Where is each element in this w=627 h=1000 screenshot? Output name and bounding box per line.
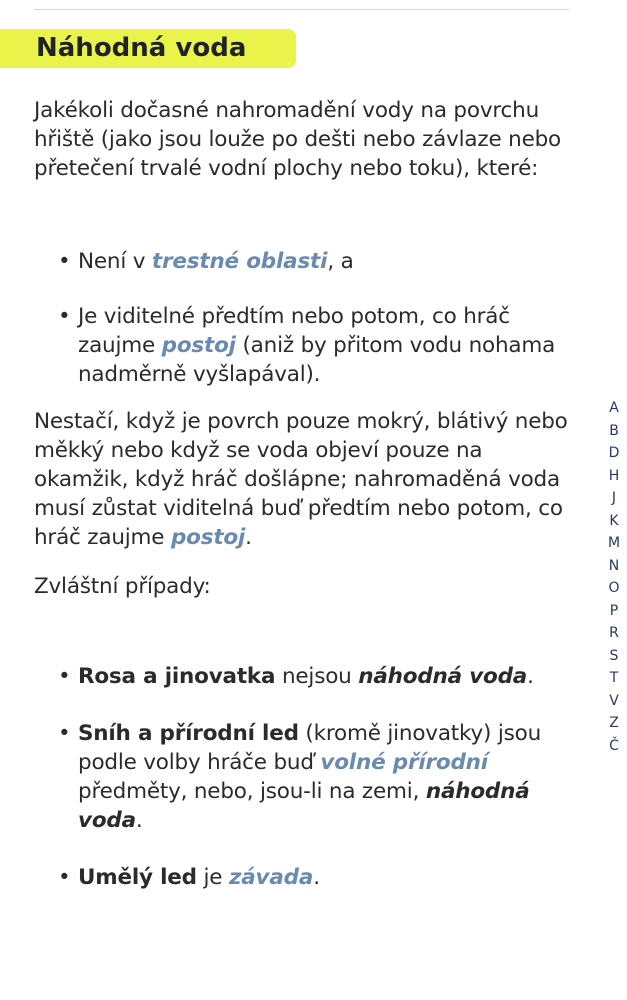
list-item-text: . xyxy=(135,808,143,833)
paragraph-text: . xyxy=(245,525,252,550)
special-cases-label: Zvláštní případy: xyxy=(34,574,211,599)
alphabet-index-letter[interactable]: Z xyxy=(609,715,619,731)
alphabet-index-letter[interactable]: H xyxy=(608,467,620,484)
term-link-trestne-oblasti[interactable]: trestné oblasti xyxy=(151,249,328,274)
alphabet-index-letter[interactable]: D xyxy=(608,445,620,461)
list-item-text: , a xyxy=(327,249,354,274)
alphabet-index-letter[interactable]: A xyxy=(609,400,619,416)
list-item-bold: Sníh a přírodní led xyxy=(78,721,299,746)
alphabet-index-letter[interactable]: J xyxy=(611,490,617,506)
alphabet-index-letter[interactable]: Č xyxy=(609,737,619,754)
alphabet-index-letter[interactable]: B xyxy=(609,422,619,439)
term-link-postoj[interactable]: postoj xyxy=(170,525,246,550)
alphabet-index-letter[interactable]: M xyxy=(607,535,621,551)
list-item-text: je xyxy=(196,865,229,890)
list-item-text: Je viditelné předtím nebo potom, co hráč zaujme xyxy=(78,304,510,358)
alphabet-index-letter[interactable]: T xyxy=(609,670,619,686)
section-heading-highlight xyxy=(0,29,296,68)
list-item xyxy=(34,302,570,389)
alphabet-index-letter[interactable]: P xyxy=(609,602,619,619)
alphabet-index-letter[interactable]: R xyxy=(609,625,619,641)
section-heading: Náhodná voda xyxy=(36,33,247,63)
top-divider xyxy=(34,9,569,10)
intro-paragraph: Jakékoli dočasné nahromadění vody na povrchu hřiště (jako jsou louže po dešti nebo závlaze nebo přetečení trvalé vodní plochy nebo toku), které: xyxy=(34,98,562,181)
term-link-zavada[interactable]: závada xyxy=(228,865,314,890)
list-item-text: (kromě jinovatky) jsou podle volby hráče buď xyxy=(78,721,542,775)
list-item xyxy=(34,247,570,276)
special-cases-list xyxy=(34,662,570,892)
paragraph-text: Nestačí, když je povrch pouze mokrý, blátivý nebo měkký nebo když se voda objeví pouze na okamžik, když hráč došlápne; nahromaděná voda musí zůstat viditelná buď předtím nebo potom, co hráč zaujme xyxy=(34,409,568,550)
list-item-italic: náhodná voda xyxy=(358,664,528,689)
list-item-text: předměty, nebo, jsou-li na zemi, xyxy=(78,779,426,804)
list-item-text: Není v xyxy=(78,249,152,274)
list-item xyxy=(34,662,570,691)
conditions-list xyxy=(34,247,570,389)
not-enough-paragraph xyxy=(34,407,570,552)
list-item-text: (aniž by přitom vodu nohama nadměrně vyšlapával). xyxy=(78,333,556,387)
list-item-bold: Umělý led xyxy=(78,865,197,890)
definition-content xyxy=(34,96,570,920)
alphabet-index-letter[interactable]: N xyxy=(608,557,620,574)
list-item-italic: náhodná voda xyxy=(78,779,530,833)
alphabet-index-sidebar xyxy=(604,397,624,757)
list-item-bold: Rosa a jinovatka xyxy=(78,664,276,689)
term-link-volne-prirodni[interactable]: volné přírodní xyxy=(320,750,488,775)
list-item xyxy=(34,719,570,835)
term-link-postoj[interactable]: postoj xyxy=(161,333,236,358)
list-item xyxy=(34,863,570,892)
alphabet-index-letter[interactable]: V xyxy=(609,692,619,709)
list-item-text: nejsou xyxy=(275,664,359,689)
alphabet-index-letter[interactable]: K xyxy=(609,512,619,529)
alphabet-index-letter[interactable]: O xyxy=(608,580,620,596)
list-item-text: . xyxy=(527,664,534,689)
alphabet-index-letter[interactable]: S xyxy=(609,647,619,664)
list-item-text: . xyxy=(313,865,320,890)
